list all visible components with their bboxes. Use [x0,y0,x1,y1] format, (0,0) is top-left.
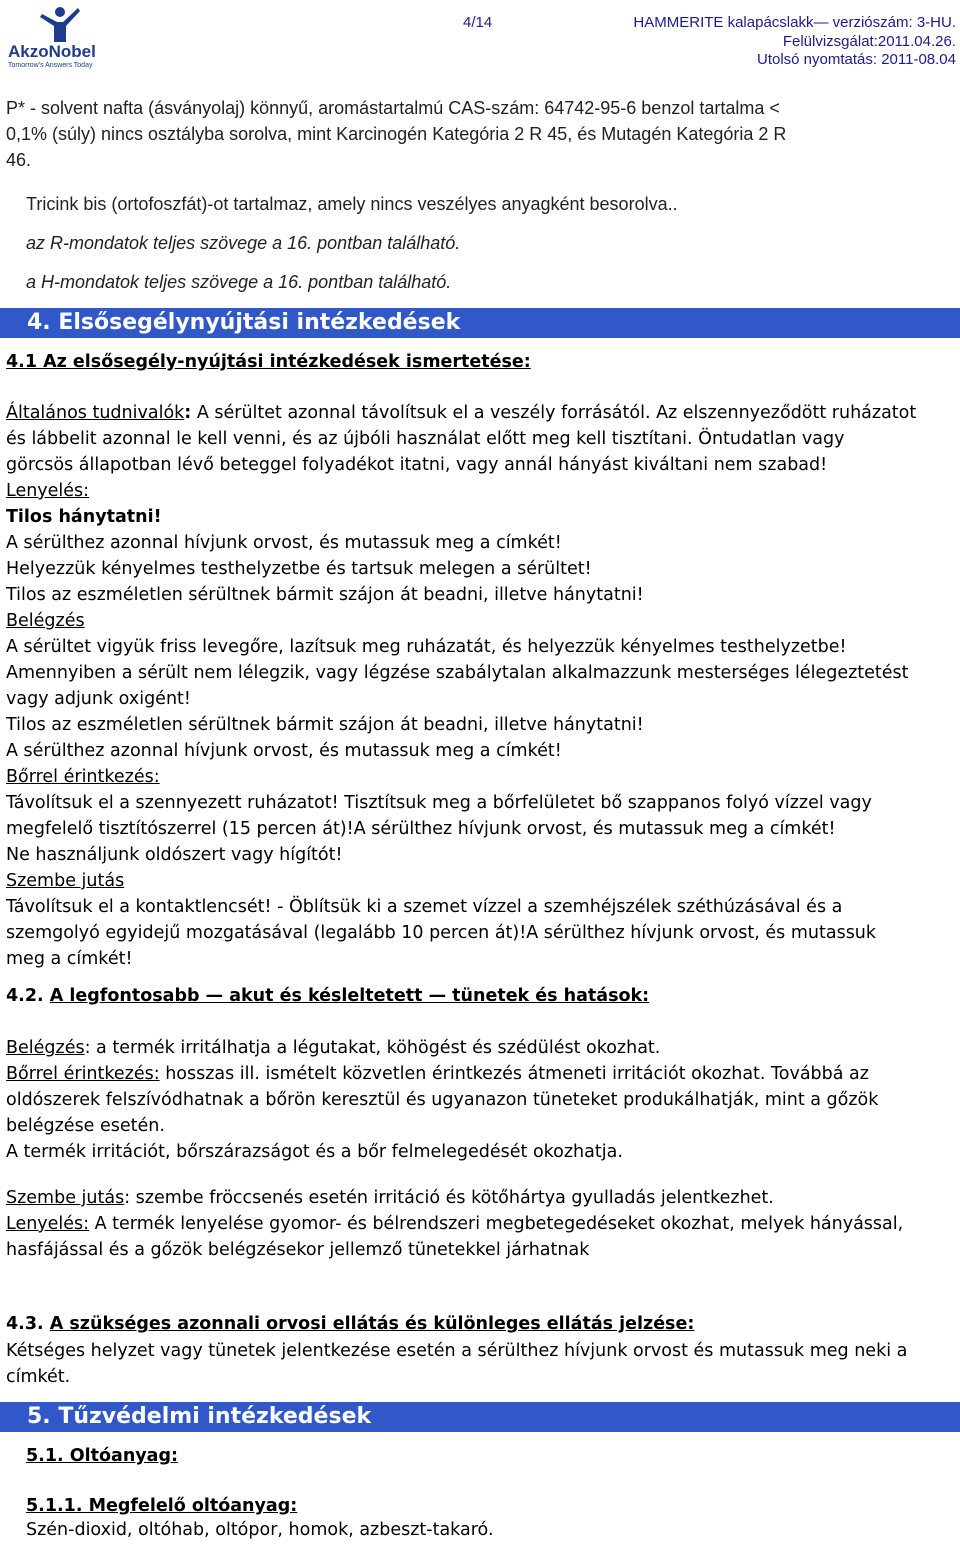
text-line: Ne használjunk oldószert vagy hígítót! [6,845,343,865]
section-5-bar [0,1402,960,1432]
text-line: Kétséges helyzet vagy tünetek jelentkezése esetén a sérülthez hívjunk orvost és mutassuk meg neki a [6,1341,908,1361]
section-4-2-body-2 [6,1185,954,1263]
ingestion-symptoms-text: A termék lenyelése gyomor- és bélrendszeri megbetegedéseket okozhat, melyek hányással, [89,1214,904,1234]
text-line: P* - solvent nafta (ásványolaj) könnyű, aromástartalmú CAS-szám: 64742-95-6 benzol tartalma < [6,98,780,118]
logo-name: AkzoNobel [8,42,96,61]
general-text: A sérültet azonnal távolítsuk el a veszély forrásától. Az elszennyeződött ruházatot [191,403,917,423]
subsection-4-2-text: A legfontosabb — akut és késleltetett — tünetek és hatások: [49,986,650,1006]
subsection-4-3-number: 4.3. [6,1314,44,1334]
eye-symptoms-text: : szembe fröccsenés esetén irritáció és kötőhártya gyulladás jelentkezhet. [124,1188,774,1208]
subsection-4-3-text: A szükséges azonnali orvosi ellátás és különleges ellátás jelzése: [49,1314,695,1334]
section-4-3-body [6,1338,954,1390]
inhalation-label: Belégzés [6,611,85,631]
text-line: Távolítsuk el a kontaktlencsét! - Öblítsük ki a szemet vízzel a szemhéjszélek széthúzásával és a [6,897,843,917]
intro-paragraph [6,95,786,173]
text-line: hasfájással és a gőzök belégzésekor jellemző tünetekkel járhatnak [6,1240,590,1260]
section-4-1-body [6,400,954,972]
text-line: címkét. [6,1367,71,1387]
general-label: Általános tudnivalók [6,403,185,423]
logo-tagline: Tomorrow's Answers Today [8,62,93,69]
text-line: A sérülthez azonnal hívjunk orvost, és mutassuk meg a címkét! [6,533,562,553]
page-number: 4/14 [463,14,493,31]
text-line: A termék irritációt, bőrszárazságot és a bőr felmelegedését okozhatja. [6,1142,623,1162]
subsection-5-1-1-title: 5.1.1. Megfelelő oltóanyag: [26,1496,298,1516]
general-line [6,400,954,426]
text-line: szemgolyó egyidejű mozgatásával (legalább 10 percen át)!A sérülthez hívjunk orvost, és mutassuk [6,923,877,943]
text-line: oldószerek felszívódhatnak a bőrön keresztül és ugyanazon tüneteket produkálhatják, mint a gőzök [6,1090,879,1110]
ingestion-symptoms [6,1211,954,1237]
inhalation-symptoms-label: Belégzés [6,1038,85,1058]
text-line: 0,1% (súly) nincs osztályba sorolva, mint Karcinogén Kategória 2 R 45, és Mutagén Kategória 2 R [6,124,787,144]
skin-symptoms [6,1061,954,1087]
subsection-4-1-title: 4.1 Az elsősegély-nyújtási intézkedések ismertetése: [6,352,531,372]
section-5-title: 5. Tűzvédelmi intézkedések [27,1404,372,1429]
subsection-4-2-number: 4.2. [6,986,44,1006]
text-line: A sérülthez azonnal hívjunk orvost, és mutassuk meg a címkét! [6,741,562,761]
text-line: Tilos az eszméletlen sérültnek bármit szájon át beadni, illetve hánytatni! [6,585,644,605]
subsection-4-3-title [6,1314,694,1334]
text-line: Helyezzük kényelmes testhelyzetbe és tartsuk melegen a sérültet! [6,559,592,579]
text-line: Amennyiben a sérült nem lélegzik, vagy légzése szabálytalan alkalmazzunk mesterséges lélegeztetést [6,663,909,683]
general-colon: : [184,403,192,423]
section-4-title: 4. Elsősegélynyújtási intézkedések [27,310,461,335]
text-line: Távolítsuk el a szennyezett ruházatot! Tisztítsuk meg a bőrfelületet bő szappanos folyó vízzel vagy [6,793,872,813]
inhalation-symptoms [6,1035,954,1061]
text-line: megfelelő tisztítószerrel (15 percen át)!A sérülthez hívjunk orvost, és mutassuk meg a címkét! [6,819,836,839]
tricink-note: Tricink bis (ortofoszfát)-ot tartalmaz, amely nincs veszélyes anyagként besorolva.. [26,194,678,214]
skin-symptoms-text: hosszas ill. ismételt közvetlen érintkezés átmeneti irritációt okozhat. Továbbá az [159,1064,869,1084]
ingestion-warning: Tilos hánytatni! [6,507,162,527]
text-line: görcsös állapotban lévő beteggel folyadékot itatni, vagy annál hányást kiváltani nem szabad! [6,455,828,475]
text-line: vagy adjunk oxigént! [6,689,191,709]
subsection-5-1-title: 5.1. Oltóanyag: [26,1446,179,1466]
section-4-2-body [6,1035,954,1165]
h-sentences-note: a H-mondatok teljes szövege a 16. pontban található. [26,272,452,292]
extinguishing-media-text: Szén-dioxid, oltóhab, oltópor, homok, azbeszt-takaró. [26,1520,494,1540]
logo [8,4,108,70]
text-line: A sérültet vigyük friss levegőre, lazítsuk meg ruházatát, és helyezzük kényelmes testhelyzetbe! [6,637,847,657]
r-sentences-note: az R-mondatok teljes szövege a 16. pontban található. [26,233,461,253]
text-line: 46. [6,150,32,170]
eye-symptoms-label: Szembe jutás [6,1188,125,1208]
section-4-bar [0,308,960,338]
ingestion-label: Lenyelés: [6,481,90,501]
header-line-2: Felülvizsgálat:2011.04.26. [782,33,956,50]
text-line: és lábbelit azonnal le kell venni, és az újbóli használat előtt meg kell tisztítani. Öntudatlan vagy [6,429,845,449]
header-line-1: HAMMERITE kalapácslakk— verziószám: 3-HU. [633,14,956,31]
text-line: meg a címkét! [6,949,133,969]
subsection-4-2-title [6,986,649,1006]
inhalation-symptoms-text: : a termék irritálhatja a légutakat, köhögést és szédülést okozhat. [84,1038,661,1058]
text-line: Tilos az eszméletlen sérültnek bármit szájon át beadni, illetve hánytatni! [6,715,644,735]
eye-label: Szembe jutás [6,871,125,891]
skin-symptoms-label: Bőrrel érintkezés: [6,1064,160,1084]
akzonobel-figure-icon [30,4,90,44]
eye-symptoms [6,1185,954,1211]
ingestion-symptoms-label: Lenyelés: [6,1214,90,1234]
text-line: belégzése esetén. [6,1116,165,1136]
skin-label: Bőrrel érintkezés: [6,767,160,787]
header-line-3: Utolsó nyomtatás: 2011-08.04 [756,51,956,68]
